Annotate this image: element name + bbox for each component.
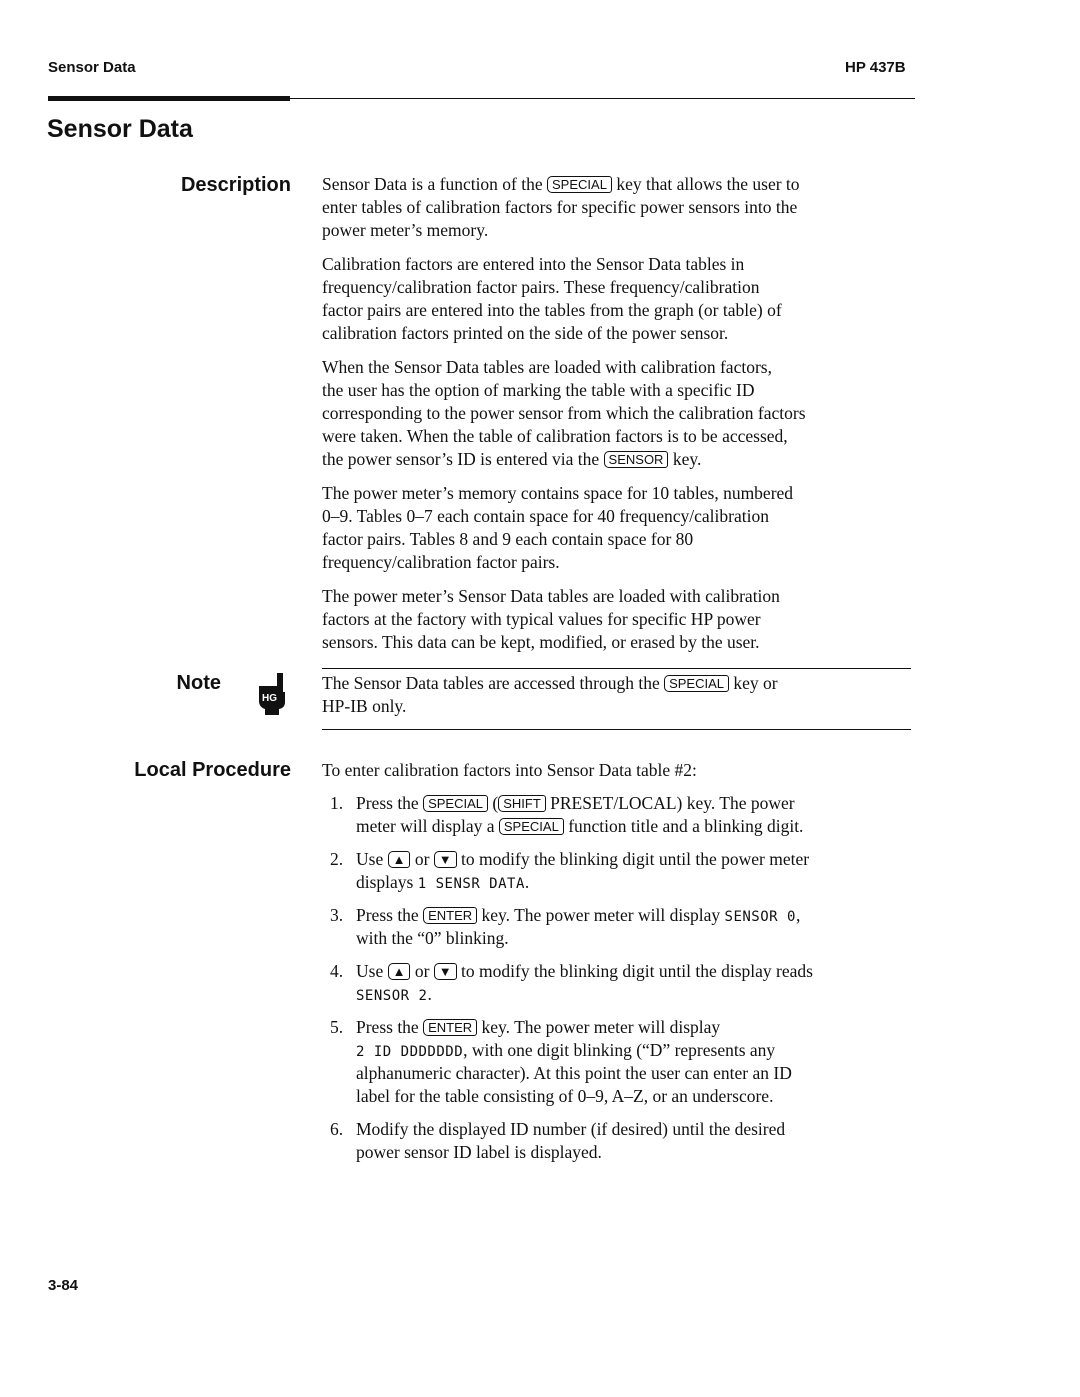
text-run: , with one digit blinking (“D” represents any bbox=[463, 1040, 776, 1060]
text-run: to modify the blinking digit until the power meter bbox=[456, 849, 810, 869]
text-run: meter will display a bbox=[356, 816, 499, 836]
key-cap-down: ▼ bbox=[434, 963, 457, 980]
display-readout: SENSOR 0 bbox=[724, 909, 796, 925]
text-run: 0–9. Tables 0–7 each contain space for 40 frequency/calibration bbox=[322, 506, 769, 526]
text-line bbox=[322, 608, 912, 631]
text-run: key or bbox=[729, 673, 778, 693]
text-run: the user has the option of marking the table with a specific ID bbox=[322, 380, 755, 400]
text-line bbox=[322, 322, 912, 345]
text-line bbox=[322, 402, 912, 425]
text-run: calibration factors printed on the side of the power sensor. bbox=[322, 323, 729, 343]
text-run: factors at the factory with typical values for specific HP power bbox=[322, 609, 761, 629]
display-readout: 2 ID DDDDDDD bbox=[356, 1044, 464, 1060]
paragraph bbox=[322, 173, 912, 242]
text-run: factor pairs. Tables 8 and 9 each contain space for 80 bbox=[322, 529, 694, 549]
key-cap-down: ▼ bbox=[434, 851, 457, 868]
text-line bbox=[356, 792, 912, 815]
key-cap-special: SPECIAL bbox=[547, 176, 612, 193]
text-run: Use bbox=[356, 849, 388, 869]
page-title: Sensor Data bbox=[47, 115, 193, 143]
text-run: enter tables of calibration factors for specific power sensors into the bbox=[322, 197, 798, 217]
text-line bbox=[322, 528, 912, 551]
description-heading: Description bbox=[180, 174, 291, 196]
text-line bbox=[356, 1039, 912, 1062]
text-line bbox=[356, 983, 912, 1006]
procedure-body bbox=[322, 759, 912, 1174]
text-run: power sensor ID label is displayed. bbox=[356, 1142, 602, 1162]
text-run: factor pairs are entered into the tables from the graph (or table) of bbox=[322, 300, 782, 320]
text-run: ( bbox=[488, 793, 499, 813]
text-run: or bbox=[410, 849, 434, 869]
text-line bbox=[356, 815, 912, 838]
text-run: . bbox=[524, 872, 530, 892]
text-line bbox=[322, 585, 912, 608]
text-line bbox=[356, 1141, 912, 1164]
text-line bbox=[322, 196, 912, 219]
note-heading: Note bbox=[176, 672, 221, 694]
text-run: label for the table consisting of 0–9, A–Z, or an underscore. bbox=[356, 1086, 774, 1106]
text-line bbox=[322, 482, 912, 505]
text-run: Press the bbox=[356, 1017, 424, 1037]
text-run: frequency/calibration factor pairs. bbox=[322, 552, 560, 572]
procedure-step bbox=[322, 848, 912, 894]
display-readout: SENSOR 2 bbox=[356, 988, 428, 1004]
text-run: Sensor Data is a function of the bbox=[322, 174, 548, 194]
text-line bbox=[322, 695, 912, 718]
paragraph bbox=[322, 482, 912, 574]
note-rule-bottom bbox=[322, 729, 911, 730]
text-run: key. The power meter will display bbox=[477, 1017, 721, 1037]
paragraph bbox=[322, 356, 912, 471]
text-line bbox=[322, 379, 912, 402]
text-run: Use bbox=[356, 961, 388, 981]
procedure-step bbox=[322, 1016, 912, 1108]
description-body bbox=[322, 173, 912, 665]
text-run: key. The power meter will display bbox=[477, 905, 725, 925]
running-header-section: Sensor Data bbox=[48, 59, 136, 76]
paragraph bbox=[322, 253, 912, 345]
text-line bbox=[356, 1062, 912, 1085]
text-line bbox=[356, 927, 912, 950]
key-cap-up: ▲ bbox=[388, 963, 411, 980]
procedure-step bbox=[322, 792, 912, 838]
step-number: 2. bbox=[330, 849, 344, 869]
text-run: When the Sensor Data tables are loaded with calibration factors, bbox=[322, 357, 772, 377]
text-run: Modify the displayed ID number (if desired) until the desired bbox=[356, 1119, 786, 1139]
text-run: to modify the blinking digit until the display reads bbox=[456, 961, 813, 981]
text-run: The power meter’s memory contains space for 10 tables, numbered bbox=[322, 483, 794, 503]
procedure-step bbox=[322, 960, 912, 1006]
pointing-hand-hp-icon bbox=[255, 672, 291, 716]
text-line bbox=[356, 848, 912, 871]
text-run: key. bbox=[668, 449, 702, 469]
text-run: Calibration factors are entered into the Sensor Data tables in bbox=[322, 254, 745, 274]
note-rule-top bbox=[322, 668, 911, 669]
text-line bbox=[322, 448, 912, 471]
text-run: PRESET/LOCAL) key. The power bbox=[545, 793, 795, 813]
text-run: power meter’s memory. bbox=[322, 220, 489, 240]
text-run: The power meter’s Sensor Data tables are loaded with calibration bbox=[322, 586, 780, 606]
text-run: alphanumeric character). At this point the user can enter an ID bbox=[356, 1063, 792, 1083]
key-cap-special: SPECIAL bbox=[423, 795, 488, 812]
text-run: with the “0” blinking. bbox=[356, 928, 509, 948]
key-cap-enter: ENTER bbox=[423, 907, 477, 924]
text-run: were taken. When the table of calibration factors is to be accessed, bbox=[322, 426, 788, 446]
text-line bbox=[322, 631, 912, 654]
step-number: 6. bbox=[330, 1119, 344, 1139]
key-cap-enter: ENTER bbox=[423, 1019, 477, 1036]
text-line bbox=[322, 276, 912, 299]
text-run: key that allows the user to bbox=[611, 174, 800, 194]
text-line bbox=[356, 1016, 912, 1039]
text-line bbox=[322, 356, 912, 379]
procedure-intro: To enter calibration factors into Sensor Data table #2: bbox=[322, 760, 697, 780]
text-run: function title and a blinking digit. bbox=[563, 816, 804, 836]
page-number: 3-84 bbox=[48, 1277, 79, 1294]
running-header-model: HP 437B bbox=[845, 59, 906, 76]
paragraph bbox=[322, 585, 912, 654]
text-line bbox=[322, 299, 912, 322]
display-readout: 1 SENSR DATA bbox=[417, 876, 525, 892]
text-line bbox=[322, 425, 912, 448]
key-cap-shift: SHIFT bbox=[498, 795, 546, 812]
text-line bbox=[356, 1118, 912, 1141]
text-run: or bbox=[410, 961, 434, 981]
text-line bbox=[322, 551, 912, 574]
text-line bbox=[356, 1085, 912, 1108]
step-number: 5. bbox=[330, 1017, 344, 1037]
text-line bbox=[322, 253, 912, 276]
step-number: 3. bbox=[330, 905, 344, 925]
text-line bbox=[356, 871, 912, 894]
step-number: 4. bbox=[330, 961, 344, 981]
header-rule bbox=[48, 98, 915, 99]
text-run: . bbox=[427, 984, 432, 1004]
text-run: the power sensor’s ID is entered via the bbox=[322, 449, 604, 469]
procedure-step bbox=[322, 904, 912, 950]
key-cap-special: SPECIAL bbox=[499, 818, 564, 835]
text-line bbox=[356, 960, 912, 983]
text-line bbox=[322, 672, 912, 695]
key-cap-up: ▲ bbox=[388, 851, 411, 868]
key-cap-sensor: SENSOR bbox=[604, 451, 669, 468]
text-line bbox=[322, 173, 912, 196]
key-cap-special: SPECIAL bbox=[664, 675, 729, 692]
text-run: frequency/calibration factor pairs. These frequency/calibration bbox=[322, 277, 760, 297]
text-run: , bbox=[795, 905, 801, 925]
text-line bbox=[322, 505, 912, 528]
svg-text:HG: HG bbox=[262, 693, 277, 704]
procedure-step bbox=[322, 1118, 912, 1164]
text-run: sensors. This data can be kept, modified, or erased by the user. bbox=[322, 632, 760, 652]
text-line bbox=[322, 219, 912, 242]
note-body bbox=[322, 672, 912, 718]
text-run: HP-IB only. bbox=[322, 696, 407, 716]
text-run: displays bbox=[356, 872, 418, 892]
text-run: corresponding to the power sensor from which the calibration factors bbox=[322, 403, 806, 423]
text-run: Press the bbox=[356, 905, 424, 925]
local-procedure-heading: Local Procedure bbox=[134, 759, 291, 781]
step-number: 1. bbox=[330, 793, 344, 813]
text-run: The Sensor Data tables are accessed through the bbox=[322, 673, 665, 693]
text-line bbox=[356, 904, 912, 927]
text-run: Press the bbox=[356, 793, 424, 813]
procedure-steps bbox=[322, 792, 912, 1164]
